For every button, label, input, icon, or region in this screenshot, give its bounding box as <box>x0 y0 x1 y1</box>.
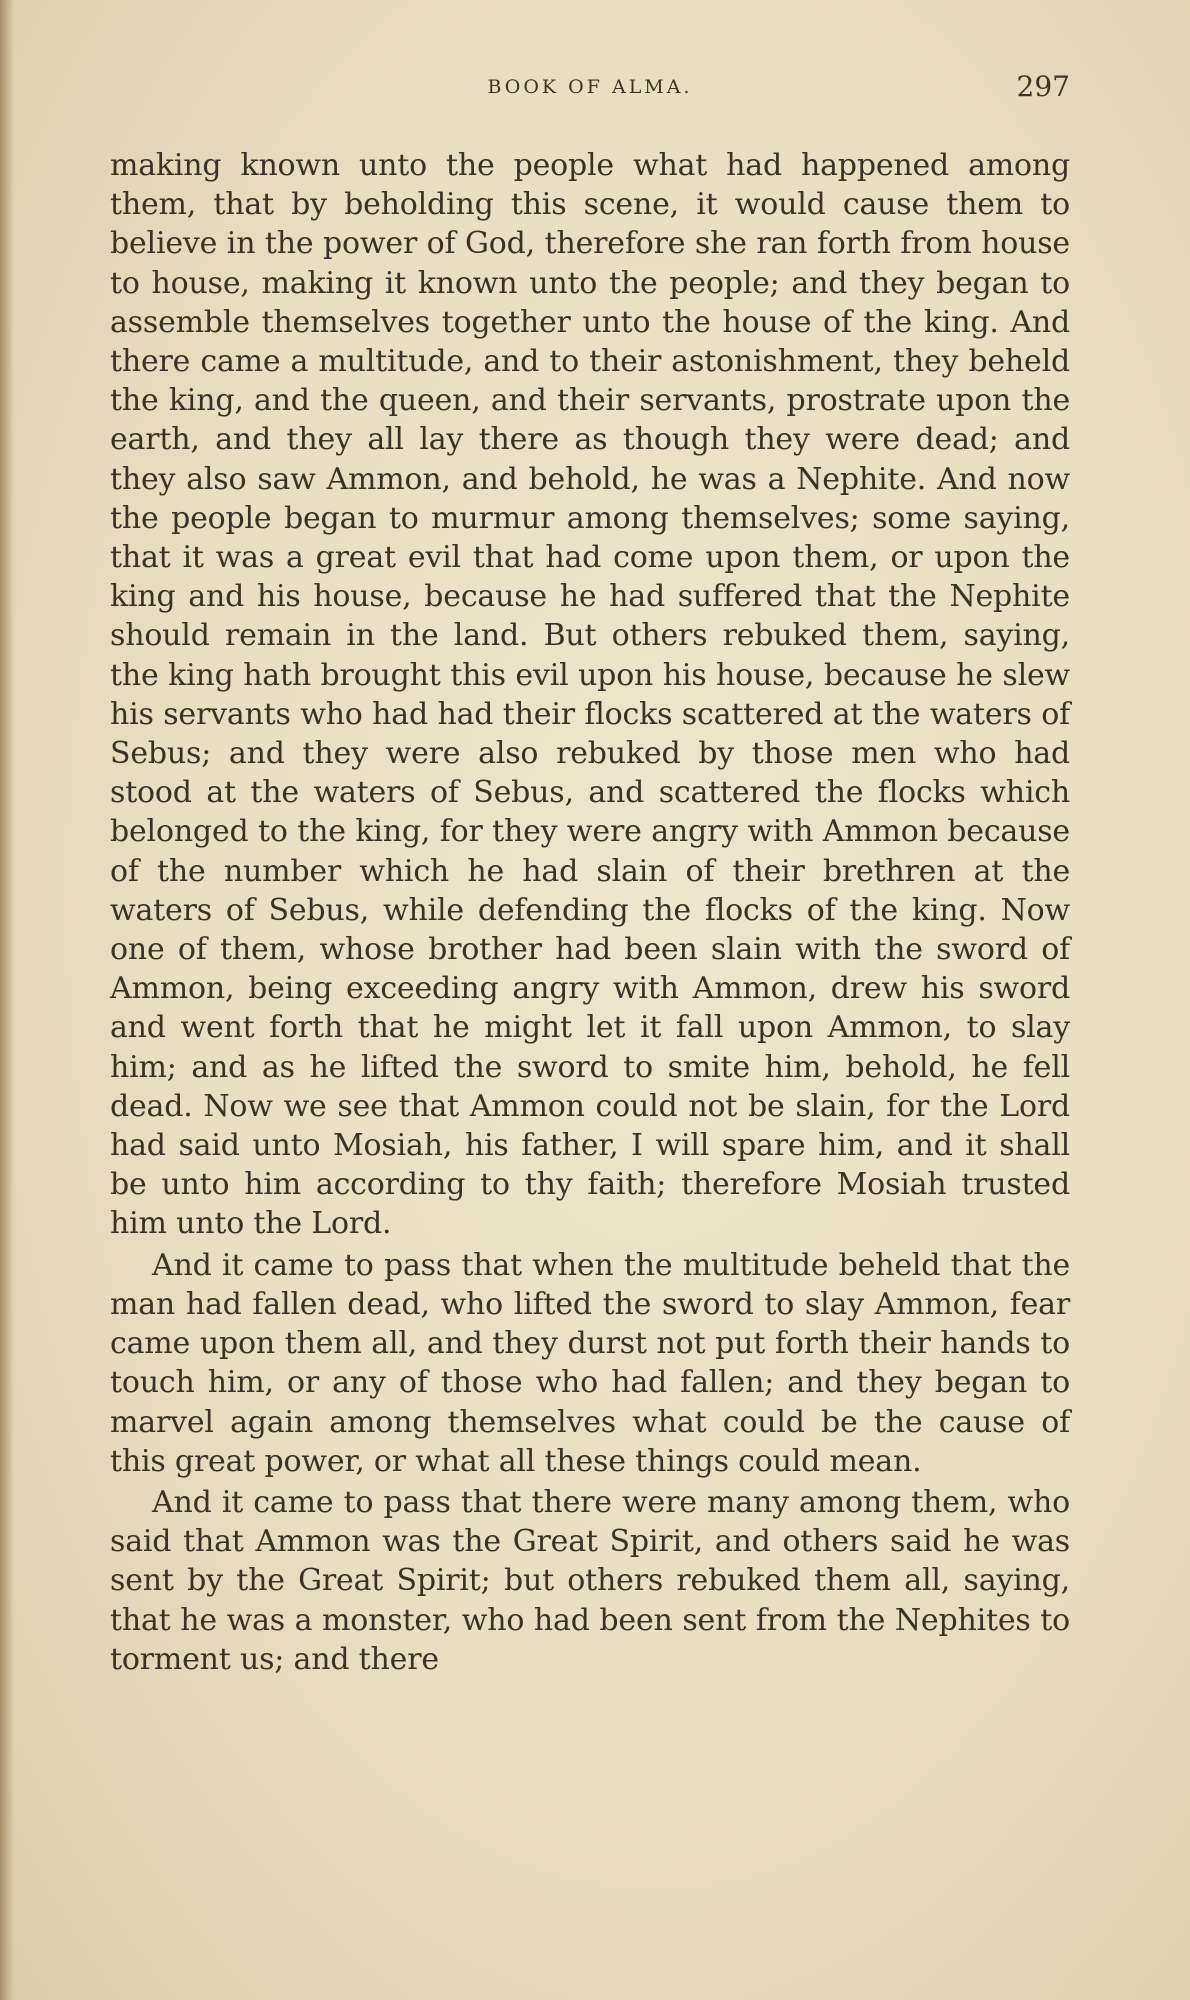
body-text <box>110 146 1070 1679</box>
page-binding-edge <box>0 0 14 2000</box>
page-number: 297 <box>1016 70 1070 103</box>
running-title: BOOK OF ALMA. <box>487 76 693 98</box>
paragraph-continued: making known unto the people what had happened among them, that by beholding this scene, it would cause them to believe in the power of God, therefore she ran forth from house to house, making it known unto the people; and they began to assemble themselves together unto the house of the king. And there came a multitude, and to their astonishment, they beheld the king, and the queen, and their servants, prostrate upon the earth, and they all lay there as though they were dead; and they also saw Ammon, and behold, he was a Nephite. And now the people began to murmur among themselves; some saying, that it was a great evil that had come upon them, or upon the king and his house, because he had suffered that the Nephite should remain in the land. But others rebuked them, saying, the king hath brought this evil upon his house, because he slew his servants who had had their flocks scattered at the waters of Sebus; and they were also rebuked by those men who had stood at the waters of Sebus, and scattered the flocks which belonged to the king, for they were angry with Ammon because of the number which he had slain of their brethren at the waters of Sebus, while defending the flocks of the king. Now one of them, whose brother had been slain with the sword of Ammon, being exceeding angry with Ammon, drew his sword and went forth that he might let it fall upon Ammon, to slay him; and as he lifted the sword to smite him, behold, he fell dead. Now we see that Ammon could not be slain, for the Lord had said unto Mosiah, his father, I will spare him, and it shall be unto him according to thy faith; therefore Mosiah trusted him unto the Lord. <box>110 148 1070 1242</box>
page-header <box>110 70 1070 110</box>
paragraph: And it came to pass that when the multitude beheld that the man had fallen dead, who lifted the sword to slay Ammon, fear came upon them all, and they durst not put forth their hands to touch him, or any of those who had fallen; and they began to marvel again among themselves what could be the cause of this great power, or what all these things could mean. <box>110 1247 1070 1479</box>
paragraph: And it came to pass that there were many among them, who said that Ammon was the Great Spirit, and others said he was sent by the Great Spirit; but others rebuked them all, saying, that he was a monster, who had been sent from the Nephites to torment us; and there <box>110 1484 1070 1677</box>
